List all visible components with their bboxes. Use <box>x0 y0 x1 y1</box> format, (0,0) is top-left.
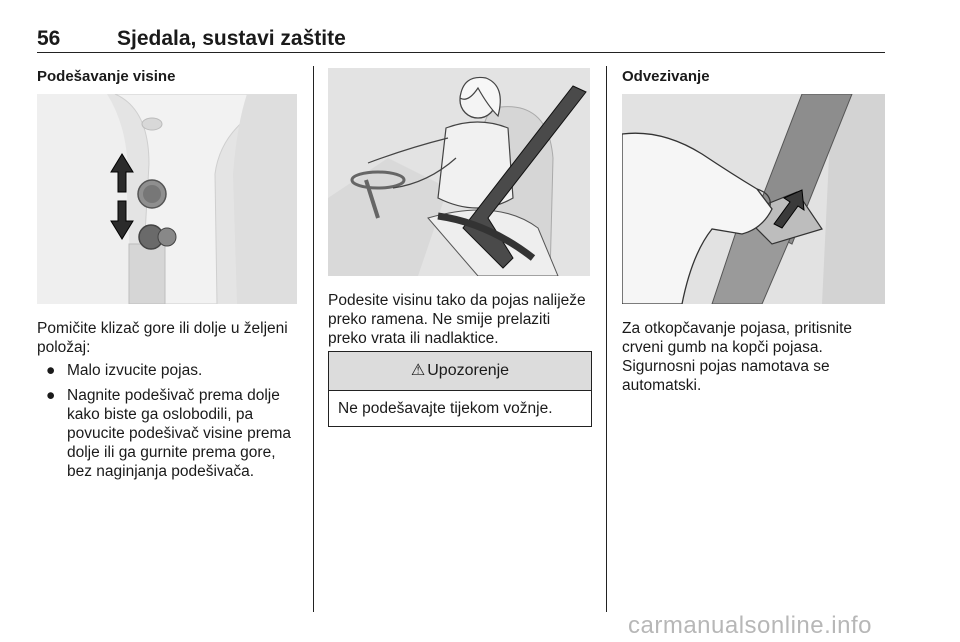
warning-text: Ne podešavajte tijekom vožnje. <box>338 400 553 417</box>
release-line-2: crveni gumb na kopči pojasa. <box>622 339 823 356</box>
height-instruction-line-2: položaj: <box>37 339 91 356</box>
list-item-line: bez naginjanja podešivača. <box>67 463 254 480</box>
bullet-icon: ● <box>46 387 56 404</box>
list-item <box>37 361 309 380</box>
column-divider-2 <box>606 66 607 612</box>
bullet-icon: ● <box>46 362 56 379</box>
belt-height-line-3: preko vrata ili nadlaktice. <box>328 330 499 347</box>
section-heading-height: Podešavanje visine <box>37 68 176 85</box>
release-line-1: Za otkopčavanje pojasa, pritisnite <box>622 320 853 337</box>
belt-height-text <box>328 291 603 348</box>
warning-header <box>329 352 591 391</box>
release-line-4: automatski. <box>622 377 702 394</box>
buckle-release-illustration <box>622 94 885 304</box>
warning-triangle-icon: ⚠ <box>410 362 426 379</box>
seated-driver-illustration <box>328 68 590 276</box>
column-divider-1 <box>313 66 314 612</box>
height-adjuster-illustration <box>37 94 297 304</box>
list-item-line: dolje ili ga gurnite prema gore, <box>67 444 276 461</box>
release-instruction <box>622 319 884 395</box>
list-item-line: Nagnite podešivač prema dolje <box>67 387 280 404</box>
warning-box <box>328 351 592 427</box>
height-instruction <box>37 319 307 357</box>
section-heading-release: Odvezivanje <box>622 68 710 85</box>
list-item-line: kako biste ga oslobodili, pa <box>67 406 254 423</box>
page-number: 56 <box>37 27 61 50</box>
header-divider <box>37 52 885 53</box>
height-instruction-line-1: Pomičite klizač gore ili dolje u željeni <box>37 320 288 337</box>
page-header <box>37 27 885 51</box>
list-item-line: Malo izvucite pojas. <box>67 362 203 379</box>
page-title: Sjedala, sustavi zaštite <box>117 27 346 50</box>
watermark: carmanualsonline.info <box>628 612 872 639</box>
belt-height-line-1: Podesite visinu tako da pojas naliježe <box>328 292 586 309</box>
height-steps-list <box>37 361 309 487</box>
belt-height-line-2: preko ramena. Ne smije prelaziti <box>328 311 551 328</box>
release-line-3: Sigurnosni pojas namotava se <box>622 358 830 375</box>
list-item-line: povucite podešivač visine prema <box>67 425 292 442</box>
warning-title: Upozorenje <box>427 362 510 379</box>
list-item <box>37 386 309 481</box>
